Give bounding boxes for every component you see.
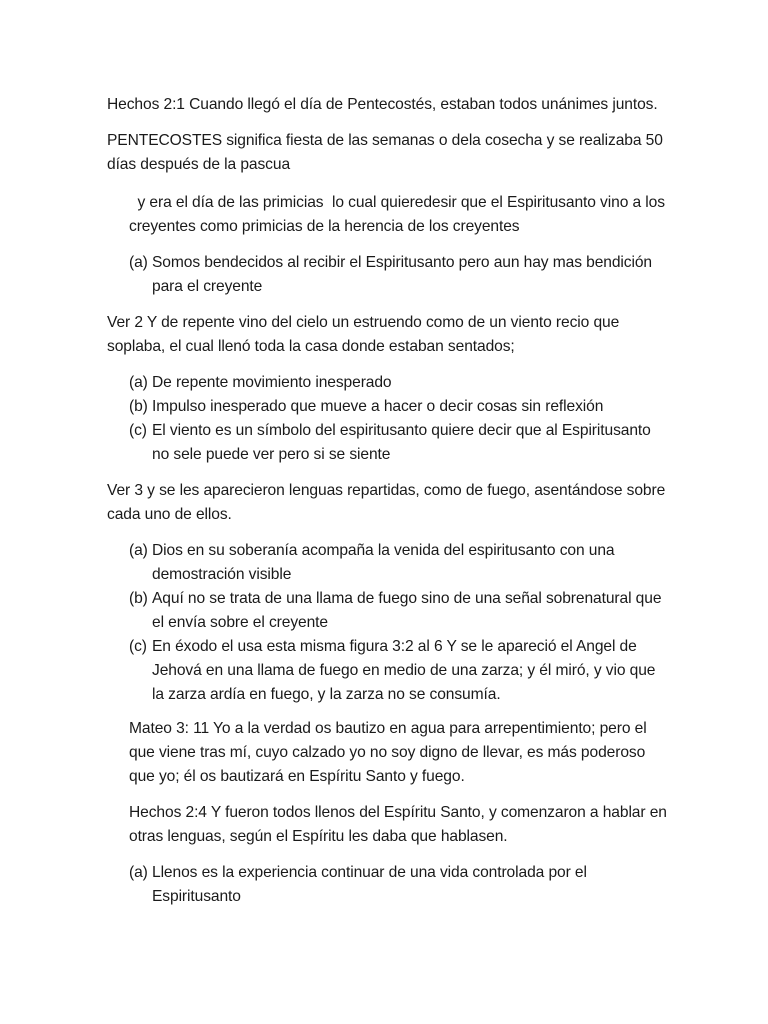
list-item bbox=[129, 861, 667, 909]
list-item-text: Somos bendecidos al recibir el Espiritusanto pero aun hay mas bendición para el creyente bbox=[152, 254, 652, 295]
list-item-text: Aquí no se trata de una llama de fuego sino de una señal sobrenatural que el envía sobre el creyente bbox=[152, 590, 662, 631]
list-marker: (a) bbox=[129, 374, 148, 391]
list-item bbox=[129, 635, 667, 707]
list-marker: (b) bbox=[129, 590, 148, 607]
list-item-text: De repente movimiento inesperado bbox=[152, 374, 392, 391]
paragraph-hechos-2-1: Hechos 2:1 Cuando llegó el día de Pentecostés, estaban todos unánimes juntos. bbox=[107, 96, 658, 113]
list-marker: (a) bbox=[129, 254, 148, 271]
paragraph-ver-2: Ver 2 Y de repente vino del cielo un estruendo como de un viento recio que soplaba, el cual llenó toda la casa donde estaban sentados; bbox=[107, 314, 620, 355]
list-item bbox=[129, 419, 667, 467]
document-body bbox=[107, 93, 670, 921]
list-marker: (a) bbox=[129, 542, 148, 559]
list-item bbox=[129, 395, 667, 419]
list-viento bbox=[107, 371, 667, 467]
paragraph-ver-3: Ver 3 y se les aparecieron lenguas repartidas, como de fuego, asentándose sobre cada uno de ellos. bbox=[107, 482, 666, 523]
list-item-text: El viento es un símbolo del espiritusanto quiere decir que al Espiritusanto no sele puede ver pero si se siente bbox=[152, 422, 651, 463]
list-marker: (b) bbox=[129, 398, 148, 415]
list-bendecidos bbox=[107, 251, 667, 299]
list-item bbox=[129, 539, 667, 587]
list-item-text: Llenos es la experiencia continuar de una vida controlada por el Espiritusanto bbox=[152, 864, 587, 905]
paragraph-primicias: y era el día de las primicias lo cual quieredesir que el Espiritusanto vino a los creyentes como primicias de la herencia de los creyentes bbox=[129, 194, 670, 235]
list-marker: (c) bbox=[129, 422, 147, 439]
paragraph-pentecostes: PENTECOSTES significa fiesta de las semanas o dela cosecha y se realizaba 50 días después de la pascua bbox=[107, 132, 663, 173]
list-fuego bbox=[107, 539, 667, 707]
list-item bbox=[129, 371, 667, 395]
paragraph-hechos-2-4: Hechos 2:4 Y fueron todos llenos del Espíritu Santo, y comenzaron a hablar en otras lenguas, según el Espíritu les daba que hablasen. bbox=[129, 804, 667, 845]
list-marker: (c) bbox=[129, 638, 147, 655]
list-item bbox=[129, 587, 667, 635]
list-item bbox=[129, 251, 667, 299]
list-llenos bbox=[107, 861, 667, 909]
list-item-text: En éxodo el usa esta misma figura 3:2 al 6 Y se le apareció el Angel de Jehová en una llama de fuego en medio de una zarza; y él miró, y vio que la zarza ardía en fuego, y la zarza no se consumía. bbox=[152, 638, 656, 703]
paragraph-mateo-3-11: Mateo 3: 11 Yo a la verdad os bautizo en agua para arrepentimiento; pero el que viene tras mí, cuyo calzado yo no soy digno de llevar, es más poderoso que yo; él os bautizará en Espíritu Santo y fuego. bbox=[129, 720, 647, 785]
list-item-text: Impulso inesperado que mueve a hacer o decir cosas sin reflexión bbox=[152, 398, 604, 415]
list-marker: (a) bbox=[129, 864, 148, 881]
list-item-text: Dios en su soberanía acompaña la venida del espiritusanto con una demostración visible bbox=[152, 542, 615, 583]
